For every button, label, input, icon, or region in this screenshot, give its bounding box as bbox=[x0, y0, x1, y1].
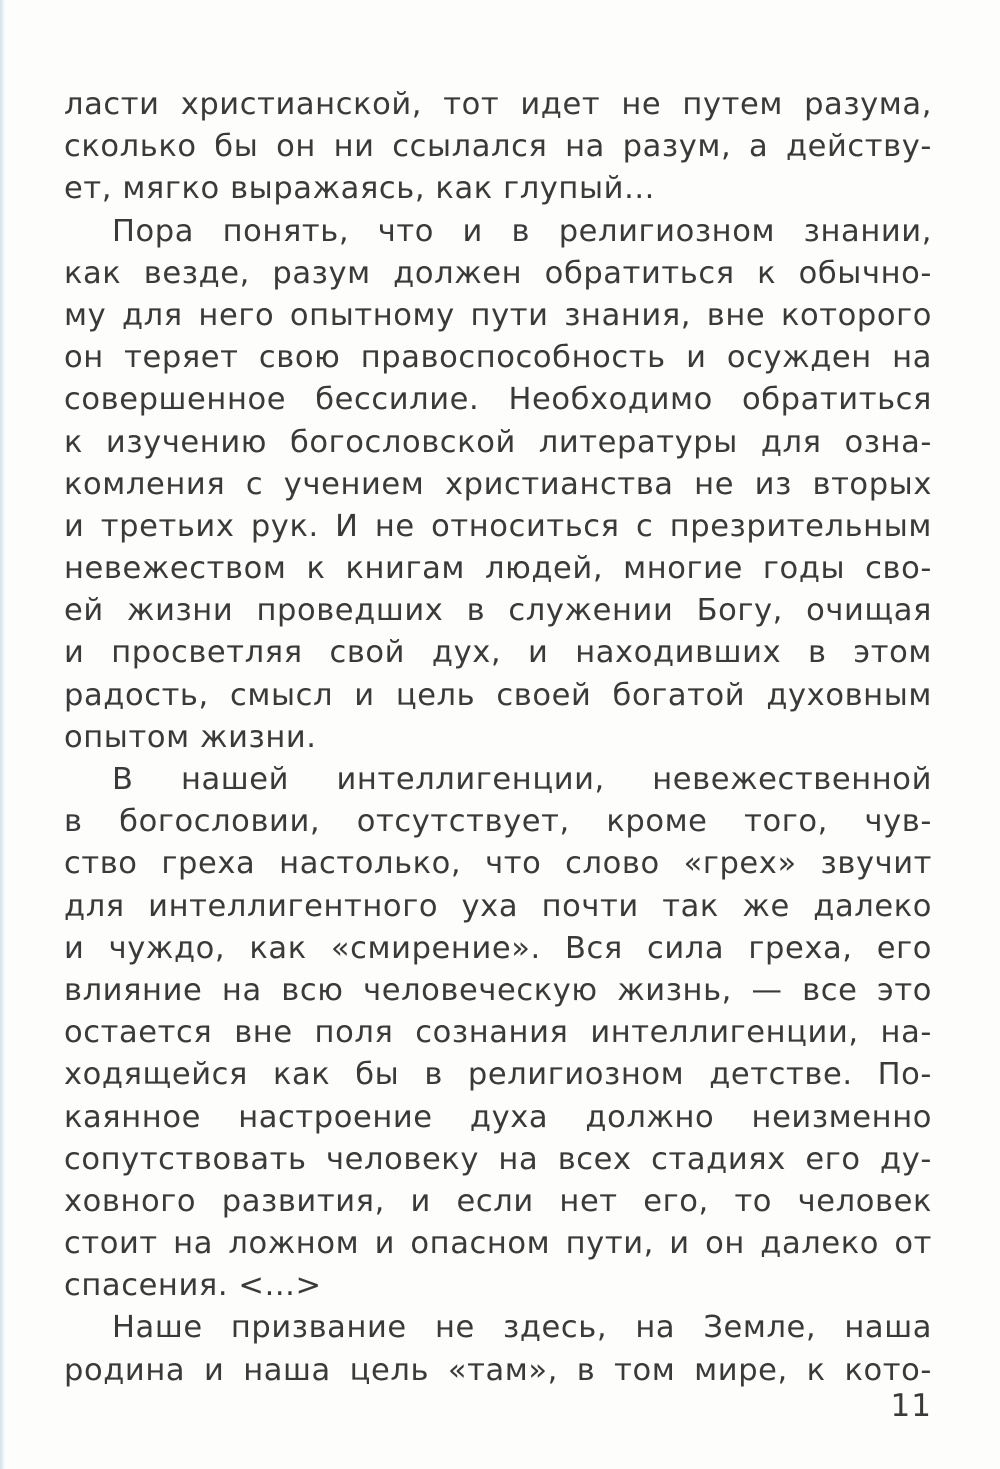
text-line: для интеллигентного уха почти так же далеко bbox=[64, 888, 932, 924]
text-line: невежеством к книгам людей, многие годы сво- bbox=[64, 551, 932, 587]
text-line: му для него опытному пути знания, вне которого bbox=[64, 297, 932, 333]
paragraph-2 bbox=[64, 211, 932, 759]
paragraph-3 bbox=[64, 759, 932, 1307]
text-line: сколько бы он ни ссылался на разум, а действу- bbox=[64, 129, 932, 165]
text-line: каянное настроение духа должно неизменно bbox=[64, 1099, 932, 1135]
text-line: как везде, разум должен обратиться к обычно- bbox=[64, 255, 932, 291]
text-line: опытом жизни. bbox=[64, 719, 317, 755]
text-line: стоит на ложном и опасном пути, и он далеко от bbox=[64, 1226, 932, 1262]
text-line: и третьих рук. И не относиться с презрительным bbox=[64, 508, 932, 544]
text-line: к изучению богословской литературы для озна- bbox=[64, 424, 932, 460]
text-line: он теряет свою правоспособность и осужден на bbox=[64, 340, 932, 376]
text-line: Наше призвание не здесь, на Земле, наша bbox=[112, 1310, 932, 1346]
text-line: и просветляя свой дух, и находивших в этом bbox=[64, 635, 932, 671]
text-line: ховного развития, и если нет его, то человек bbox=[64, 1183, 932, 1219]
text-line: остается вне поля сознания интеллигенции, на- bbox=[64, 1015, 932, 1051]
text-line: ей жизни проведших в служении Богу, очищая bbox=[64, 593, 932, 629]
page-edge-tint bbox=[0, 0, 5, 1469]
text-line: радость, смысл и цель своей богатой духовным bbox=[64, 677, 932, 713]
text-line: ство греха настолько, что слово «грех» звучит bbox=[64, 846, 932, 882]
paragraph-4 bbox=[64, 1307, 932, 1391]
page-body-text bbox=[64, 84, 932, 1392]
text-line: родина и наша цель «там», в том мире, к кото- bbox=[64, 1352, 932, 1388]
text-line: сопутствовать человеку на всех стадиях его ду- bbox=[64, 1141, 932, 1177]
paragraph-1 bbox=[64, 84, 932, 211]
text-line: спасения. <...> bbox=[64, 1268, 322, 1304]
page-number: 11 bbox=[890, 1388, 932, 1424]
text-line: Пора понять, что и в религиозном знании, bbox=[112, 213, 932, 249]
text-line: совершенное бессилие. Необходимо обратиться bbox=[64, 382, 932, 418]
text-line: влияние на всю человеческую жизнь, — все это bbox=[64, 972, 932, 1008]
text-line: ет, мягко выражаясь, как глупый... bbox=[64, 171, 655, 207]
text-line: ласти христианской, тот идет не путем разума, bbox=[64, 87, 932, 122]
text-line: и чуждо, как «смирение». Вся сила греха, его bbox=[64, 930, 932, 966]
text-line: ходящейся как бы в религиозном детстве. По- bbox=[64, 1057, 932, 1093]
text-line: В нашей интеллигенции, невежественной bbox=[112, 762, 932, 797]
text-line: в богословии, отсутствует, кроме того, чув- bbox=[64, 804, 932, 840]
text-line: комления с учением христианства не из вторых bbox=[64, 466, 932, 502]
